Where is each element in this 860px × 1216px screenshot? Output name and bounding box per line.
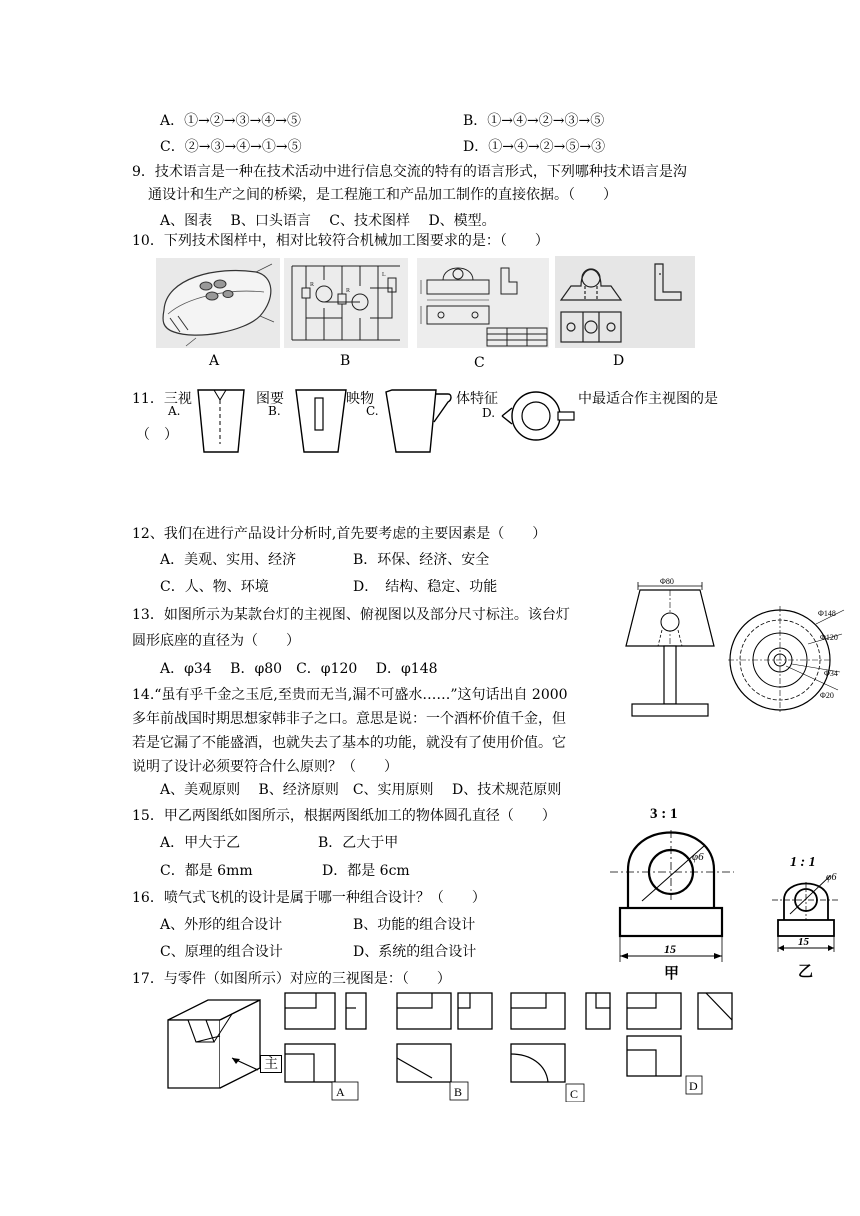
q15-yi-scale: 1 : 1 — [790, 855, 816, 870]
q13-options: A．φ34 B．φ80 C．φ120 D．φ148 — [160, 661, 438, 677]
q15-jia-scale: 3 : 1 — [650, 806, 678, 822]
q16-option-a: A、外形的组合设计 — [160, 917, 283, 933]
q13-dim-148: Φ148 — [818, 609, 836, 618]
q11-label-b: B. — [268, 404, 281, 418]
q17-label-c: C — [570, 1087, 579, 1101]
svg-text:L: L — [382, 272, 386, 278]
q11-figure-d-top-view — [500, 390, 576, 442]
q10-figure-c-drawing — [417, 258, 549, 348]
q13-dim-120: Φ120 — [820, 633, 838, 642]
q13-dim-20: Φ20 — [820, 691, 834, 700]
q14-stem-line3: 若是它漏了不能盛酒，也就失去了基本的功能，就没有了使用价值。它 — [132, 735, 566, 751]
q17-label-d: D — [689, 1079, 698, 1093]
q16-option-b: B、功能的组合设计 — [353, 917, 476, 933]
q15-option-b: B．乙大于甲 — [318, 835, 399, 851]
q11-stem-line2: （ ） — [136, 427, 178, 443]
q13-lamp-top-view — [728, 604, 854, 716]
q12-option-d: D． 结构、稳定、功能 — [353, 579, 498, 595]
q17-main-view-label: 主 — [260, 1055, 282, 1073]
q15-figure-jia — [606, 800, 740, 984]
q13-stem-line2: 圆形底座的直径为（ ） — [132, 633, 300, 649]
q17-option-a-views — [284, 992, 384, 1102]
q17-option-b-views — [396, 992, 496, 1102]
q10-label-d: D — [613, 353, 625, 369]
q16-option-c: C、原理的组合设计 — [160, 944, 283, 960]
q8-option-b: B．①→④→②→③→⑤ — [463, 113, 605, 129]
q9-options: A、图表 B、口头语言 C、技术图样 D、模型。 — [160, 213, 496, 229]
q9-stem-line1: 9．技术语言是一种在技术活动中进行信息交流的特有的语言形式，下列哪种技术语言是沟 — [132, 164, 687, 180]
q15-option-c: C．都是 6mm — [160, 863, 253, 879]
q10-figure-a-sketch — [156, 258, 280, 348]
q15-option-a: A．甲大于乙 — [160, 835, 241, 851]
q11-figure-b-cup — [294, 388, 348, 456]
q8-option-a: A．①→②→③→④→⑤ — [160, 113, 302, 129]
q17-option-d-views — [626, 992, 736, 1096]
q10-figure-b-circuit — [284, 258, 408, 348]
q16-stem: 16．喷气式飞机的设计是属于哪一种组合设计？（ ） — [132, 890, 486, 906]
q17-label-b: B — [454, 1085, 463, 1099]
q13-stem-line1: 13．如图所示为某款台灯的主视图、俯视图以及部分尺寸标注。该台灯 — [132, 607, 570, 623]
q15-jia-width: 15 — [664, 942, 676, 956]
q11-figure-a-cup — [196, 388, 246, 456]
q14-options: A、美观原则 B、经济原则 C、实用原则 D、技术规范原则 — [160, 782, 562, 798]
q17-part-isometric — [160, 992, 290, 1092]
q11-label-a: A. — [168, 404, 181, 418]
q17-option-c-views — [510, 992, 620, 1102]
q11-label-d: D. — [482, 406, 496, 420]
q11-stem-part3: 映物 — [346, 391, 374, 407]
q8-option-d: D．①→④→②→⑤→③ — [463, 139, 606, 155]
q11-label-c: C. — [366, 404, 379, 418]
q11-stem-part2: 图要 — [256, 391, 284, 407]
q14-stem-line4: 说明了设计必须要符合什么原则？（ ） — [132, 759, 398, 775]
q13-dim-34: Φ34 — [824, 669, 838, 678]
q13-dim-80: Φ80 — [660, 577, 674, 586]
q17-stem: 17．与零件（如图所示）对应的三视图是：（ ） — [132, 971, 451, 987]
q10-figure-d-three-view — [555, 256, 695, 348]
q11-stem-part4: 体特征 — [456, 391, 498, 407]
q10-stem: 10．下列技术图样中，相对比较符合机械加工图要求的是：（ ） — [132, 233, 549, 249]
q15-jia-label: 甲 — [664, 966, 680, 982]
q10-label-b: B — [340, 353, 351, 369]
q12-option-a: A．美观、实用、经济 — [160, 552, 297, 568]
q16-option-d: D、系统的组合设计 — [353, 944, 477, 960]
q17-label-a: A — [336, 1085, 345, 1099]
q15-stem: 15．甲乙两图纸如图所示，根据两图纸加工的物体圆孔直径（ ） — [132, 808, 556, 824]
q15-figure-yi — [768, 848, 854, 980]
q13-lamp-front-view — [620, 572, 720, 732]
q12-option-b: B．环保、经济、安全 — [353, 552, 490, 568]
q11-stem-part5: 中最适合作主视图的是 — [578, 391, 718, 407]
q15-jia-hole: φ6 — [692, 851, 704, 863]
q15-yi-hole: φ6 — [826, 872, 837, 883]
q10-label-c: C — [474, 355, 485, 371]
q15-yi-width: 15 — [798, 936, 809, 948]
q8-option-c: C．②→③→④→①→⑤ — [160, 139, 302, 155]
q14-stem-line2: 多年前战国时期思想家韩非子之口。意思是说：一个酒杯价值千金，但 — [132, 711, 566, 727]
q14-stem-line1: 14.“虽有乎千金之玉卮,至贵而无当,漏不可盛水……”这句话出自 2000 — [132, 687, 568, 703]
q15-option-d: D．都是 6cm — [322, 863, 410, 879]
q10-label-a: A — [209, 353, 220, 369]
svg-text:R: R — [310, 282, 315, 288]
q9-stem-line2: 通设计和生产之间的桥梁，是工程施工和产品加工制作的直接依据。（ ） — [148, 187, 617, 203]
q12-option-c: C．人、物、环境 — [160, 579, 269, 595]
q12-stem: 12、我们在进行产品设计分析时,首先要考虑的主要因素是（ ） — [132, 526, 547, 542]
q15-yi-label: 乙 — [798, 964, 814, 980]
svg-text:R: R — [346, 288, 351, 294]
q11-stem-part1: 11．三视 — [132, 391, 192, 407]
q11-figure-c-cup-with-handle — [384, 388, 454, 456]
